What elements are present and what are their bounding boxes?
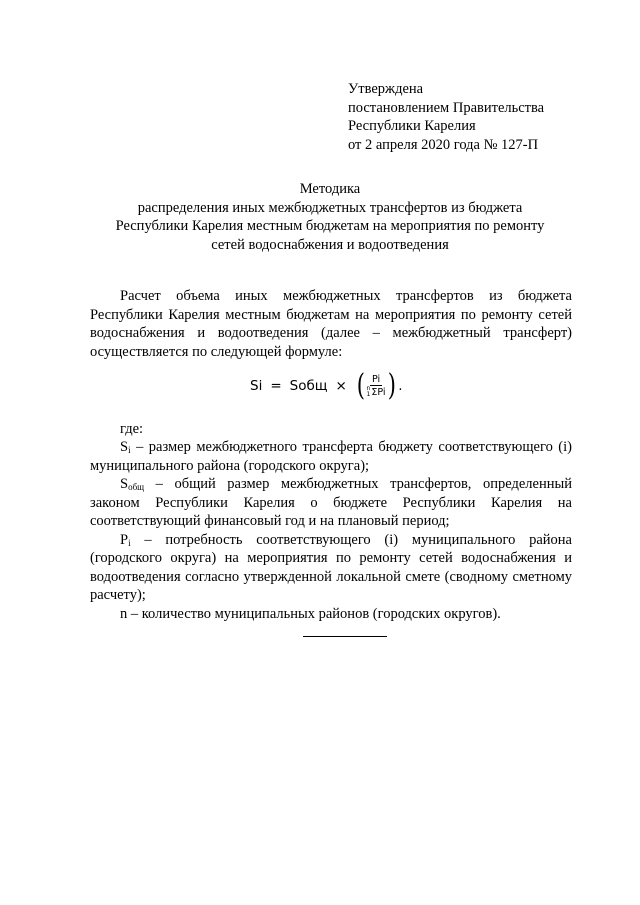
def-subscript: i [128,445,131,455]
title-line-2: Республики Карелия местным бюджетам на мероприятия по ремонту [115,218,545,234]
def-text: – размер межбюджетного трансферта бюджету соответствующего (i) муниципального района (городского округа); [90,439,572,474]
approval-line-2: постановлением Правительства [348,99,545,116]
sum-upper-limit: n [366,385,371,392]
sum-expression: ΣPi [371,386,386,398]
formula-fraction [367,374,386,398]
def-text: – потребность соответствующего (i) муниципального района (городского округа) на мероприятия по ремонту сетей водоснабжения и водоотведения согласно утвержденной локальной смете (сводному сметному расчету); [90,531,572,603]
approval-line-1: Утверждена [348,81,424,97]
distribution-formula [250,364,403,408]
title-line-1: распределения иных межбюджетных трансфертов из бюджета [137,199,523,216]
title-line-3: сетей водоснабжения и водоотведения [211,236,449,253]
fraction-denominator [367,386,386,398]
formula-lhs: Si [250,378,263,394]
definition-si [90,438,572,475]
def-subscript: общ [128,482,145,492]
left-paren: ( [356,368,365,403]
formula-times: × [335,378,347,394]
right-paren: ) [387,368,396,403]
document-title [90,180,570,254]
def-text: – количество муниципальных районов (городских округов). [127,605,501,622]
approval-line-3: Республики Карелия [348,118,476,134]
fraction-numerator: Pi [371,374,381,385]
end-separator-line [303,636,387,637]
formula-period: . [398,378,403,394]
definition-pi [90,531,572,605]
formula-total: Sобщ [289,378,328,394]
approval-line-4: от 2 апреля 2020 года № 127-П [348,136,539,153]
formula-equals: = [270,378,282,394]
intro-paragraph: Расчет объема иных межбюджетных трансфертов из бюджета Республики Карелия местным бюджетам на мероприятия по ремонту сетей водоснабжения и водоотведения (далее – межбюджетный трансферт) осуществляется по следующей формуле: [90,288,572,360]
definitions-list [90,438,572,623]
def-subscript: i [128,537,131,548]
sum-lower-limit: 1 [366,391,371,398]
where-label: где: [120,421,144,437]
def-text: – общий размер межбюджетных трансфертов, определенный законом Республики Карелия о бюджете Республики Карелия на соответствующий финансовый год и на плановый период; [90,476,572,529]
sum-limits [367,386,371,398]
def-symbol: P [120,531,129,548]
definition-n [90,605,572,624]
definition-sobsh [90,475,572,531]
def-symbol: S [120,439,129,455]
def-symbol: n [120,605,128,622]
title-heading: Методика [299,181,361,197]
def-symbol: S [120,476,129,492]
approval-block [348,80,608,154]
